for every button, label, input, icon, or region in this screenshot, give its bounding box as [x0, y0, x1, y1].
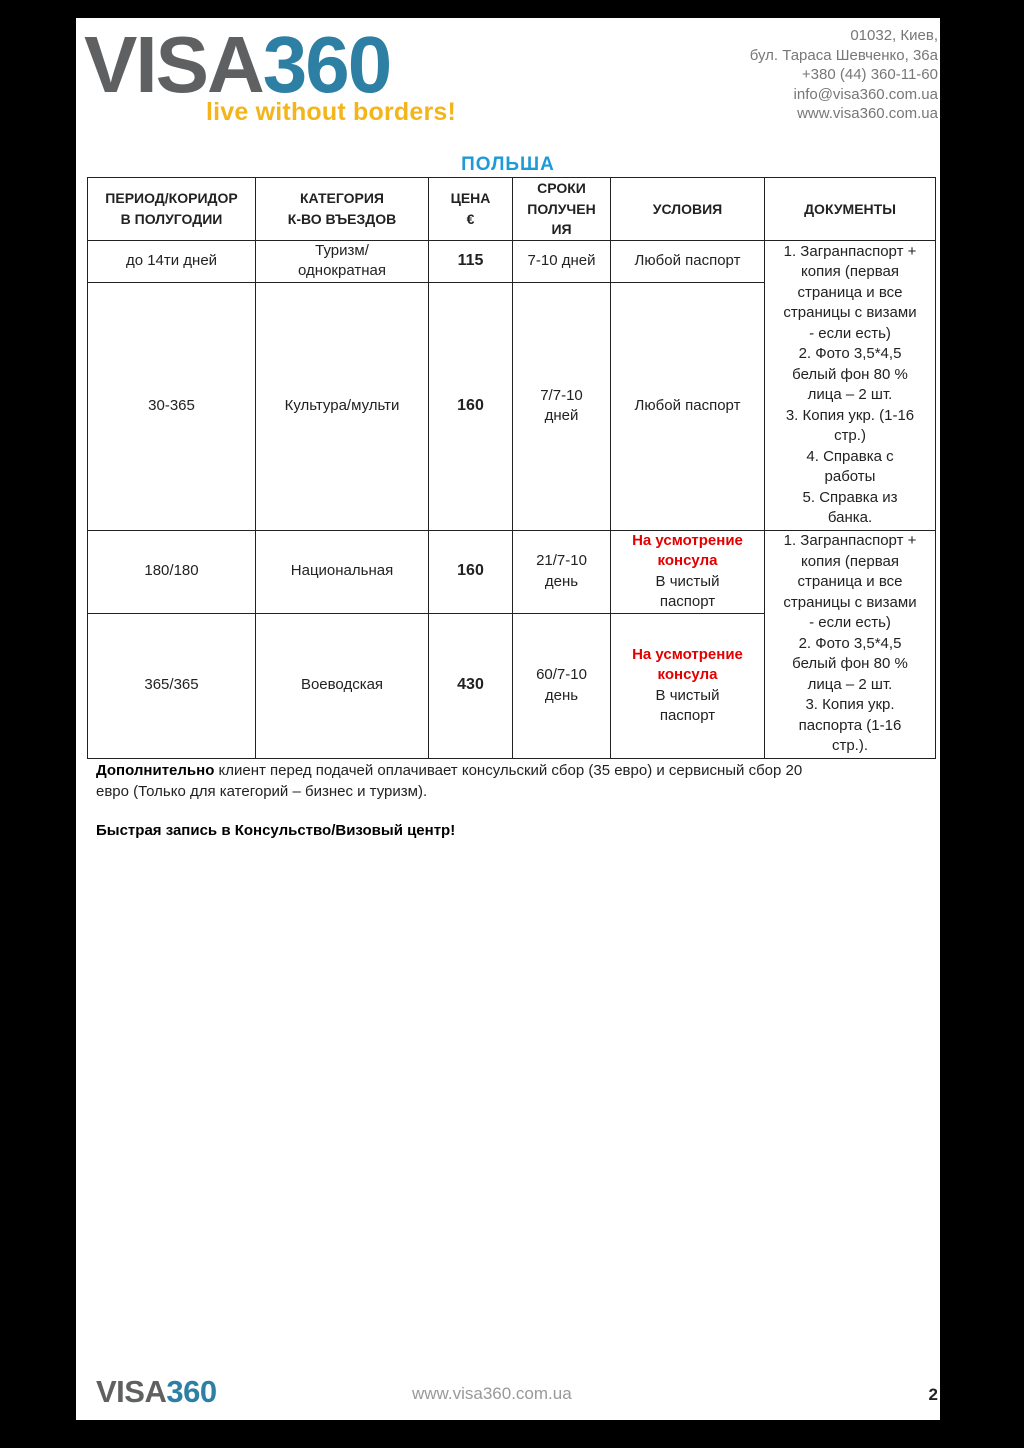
table-row	[88, 240, 936, 282]
header-terms: СРОКИ ПОЛУЧЕН ИЯ	[513, 178, 611, 241]
header-period: ПЕРИОД/КОРИДОР В ПОЛУГОДИИ	[88, 178, 256, 241]
logo-slogan: live without borders!	[206, 98, 457, 126]
address-street: бул. Тараса Шевченко, 36а	[749, 46, 938, 64]
cell-period: 180/180	[88, 530, 256, 613]
cell-category: Воеводская	[256, 613, 429, 758]
note-text-line2: евро (Только для категорий – бизнес и туризм).	[96, 783, 428, 800]
footer-logo: VISA360	[96, 1374, 217, 1409]
document-page	[76, 18, 940, 1420]
header-price: ЦЕНА €	[429, 178, 513, 241]
cell-documents: 1. Загранпаспорт + копия (первая страница и все страницы с визами - если есть) 2. Фото 3,5*4,5 белый фон 80 % лица – 2 шт. 3. Копия укр. паспорта (1-16 стр.).	[765, 530, 936, 758]
cell-category: Национальная	[256, 530, 429, 613]
cell-terms: 7-10 дней	[513, 240, 611, 282]
fast-booking-text: Быстрая запись в Консульство/Визовый центр!	[96, 822, 456, 839]
cell-price: 160	[429, 530, 513, 613]
cell-price: 115	[429, 240, 513, 282]
cell-price: 160	[429, 282, 513, 530]
header-category: КАТЕГОРИЯ К-ВО ВЪЕЗДОВ	[256, 178, 429, 241]
logo-wordmark	[84, 22, 390, 108]
consul-discretion-label: На усмотрение	[632, 531, 743, 549]
note-label: Дополнительно	[96, 762, 215, 779]
page-title: ПОЛЬША	[461, 154, 555, 175]
header-documents: ДОКУМЕНТЫ	[765, 178, 936, 241]
visa-table	[87, 177, 936, 759]
table-row	[88, 530, 936, 613]
page-number: 2	[928, 1385, 938, 1404]
cell-documents: 1. Загранпаспорт + копия (первая страница и все страницы с визами - если есть) 2. Фото 3,5*4,5 белый фон 80 % лица – 2 шт. 3. Копия укр. (1-16 стр.) 4. Справка с работы 5. Справка из банка.	[765, 240, 936, 530]
cell-period: 365/365	[88, 613, 256, 758]
cell-conditions: На усмотрение консула В чистый паспорт	[611, 613, 765, 758]
address-city: 01032, Киев,	[850, 27, 938, 44]
address-phone: +380 (44) 360-11-60	[801, 66, 938, 83]
header-conditions: УСЛОВИЯ	[611, 178, 765, 241]
cell-terms: 7/7-10 дней	[513, 282, 611, 530]
cell-category: Туризм/ однократная	[256, 240, 429, 282]
cell-conditions: Любой паспорт	[611, 282, 765, 530]
note-text-line1: клиент перед подачей оплачивает консульский сбор (35 евро) и сервисный сбор 20	[214, 762, 803, 779]
cell-period: до 14ти дней	[88, 240, 256, 282]
address-email[interactable]: info@visa360.com.ua	[793, 85, 938, 103]
additional-note	[96, 760, 916, 802]
visa360-logo	[84, 22, 464, 132]
cell-period: 30-365	[88, 282, 256, 530]
cell-terms: 60/7-10 день	[513, 613, 611, 758]
cell-terms: 21/7-10 день	[513, 530, 611, 613]
cell-conditions: Любой паспорт	[611, 240, 765, 282]
consul-discretion-label: На усмотрение	[632, 645, 743, 663]
logo-visa-text: VISA	[84, 20, 263, 109]
table-header-row	[88, 178, 936, 241]
cell-conditions: На усмотрение консула В чистый паспорт	[611, 530, 765, 613]
cell-price: 430	[429, 613, 513, 758]
logo-360-text: 360	[262, 20, 391, 109]
company-address	[618, 26, 938, 124]
address-website[interactable]: www.visa360.com.ua	[797, 105, 938, 122]
footer-url[interactable]: www.visa360.com.ua	[412, 1384, 572, 1403]
cell-category: Культура/мульти	[256, 282, 429, 530]
